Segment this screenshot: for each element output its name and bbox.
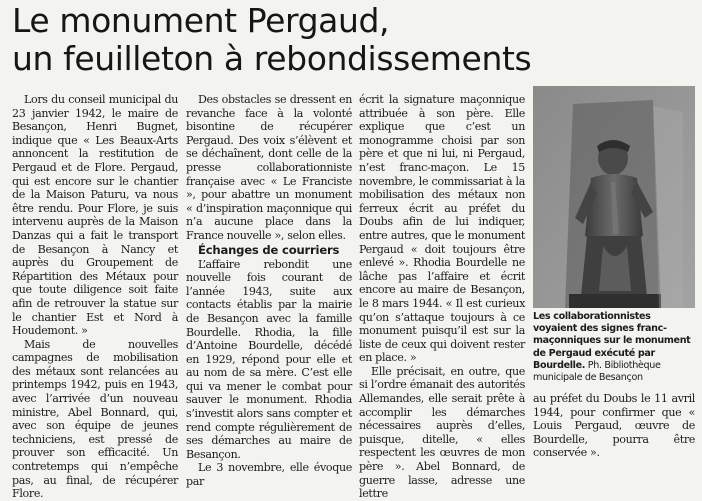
text-column-3: [359, 93, 525, 501]
paragraph: Lors du conseil municipal du 23 janvier 1942, le maire de Besançon, Henri Bugnet, indique que « Les Beaux-Arts annoncent la restitution de Pergaud et de Flore. Pergaud, qui est encore sur le chantier de la Maison Paturu, va nous être rendu. Pour Flore, je suis intervenu auprès de la Maison Danzas qui a fait le transport de Besançon à Nancy et auprès du Groupement de Répartition des Métaux pour que toute diligence soit faite afin de retrouver la statue sur le chantier Est et Nord à Houdemont. »: [12, 93, 178, 338]
text-column-4: [533, 392, 695, 460]
statue-image: [533, 86, 695, 308]
paragraph: Elle précisait, en outre, que si l’ordre émanait des autorités Allemandes, elle serait prête à accomplir les démarches nécessaires auprès d’elles, puisque, ditelle, « elles respectent les œuvres de mon père ». Abel Bonnard, de guerre lasse, adresse une lettre: [359, 364, 525, 501]
photo-credit: Ph. Bibliothèque municipale de Besançon: [533, 359, 661, 384]
paragraph: écrit la signature maçonnique attribuée à son père. Elle explique que c’est un monogramme choisi par son père et que ni lui, ni Pergaud, n’est franc-maçon. Le 15 novembre, le commissariat à la mobilisation des métaux non ferreux écrit au préfet du Doubs afin de lui indiquer, entre autres, que le monument Pergaud « doit toujours être enlevé ». Rhodia Bourdelle ne lâche pas l’affaire et écrit encore au maire de Besançon, le 8 mars 1944. « Il est curieux qu’on s’attaque toujours à ce monument puisqu’il est sur la liste de ceux qui doivent rester en place. »: [359, 93, 525, 365]
section-subheading: Échanges de courriers: [198, 242, 340, 257]
text-column-1: [12, 93, 178, 501]
paragraph: au préfet du Doubs le 11 avril 1944, pour confirmer que « Louis Pergaud, œuvre de Bourdelle, pourra être conservée ».: [533, 392, 695, 460]
article-title: [12, 2, 702, 78]
title-line-2: un feuilleton à rebondissements: [12, 39, 532, 78]
monument-photo: [533, 86, 695, 308]
paragraph: Le 3 novembre, elle évoque par: [186, 461, 352, 489]
title-line-1: Le monument Pergaud,: [12, 1, 390, 40]
paragraph: L’affaire rebondit une nouvelle fois courant de l’année 1943, suite aux contacts établis par la mairie de Besançon avec la famille Bourdelle. Rhodia, la fille d’Antoine Bourdelle, décédé en 1929, répond pour elle et au nom de sa mère. C’est elle qui va mener le combat pour sauver le monument. Rhodia s’investit alors sans compter et rend compte régulièrement de ses démarches au maire de Besançon.: [186, 257, 352, 461]
paragraph: Mais de nouvelles campagnes de mobilisation des métaux sont relancées au printemps 1942, puis en 1943, avec l’arrivée d’un nouveau ministre, Abel Bonnard, qui, avec son équipe de jeunes techniciens, est pressé de prouver son efficacité. Un contretemps qui n’empêche pas, au final, de récupérer Flore.: [12, 337, 178, 501]
text-column-2: [186, 93, 352, 489]
paragraph: Des obstacles se dressent en revanche face à la volonté bisontine de récupérer Pergaud. Des voix s’élèvent et se déchaînent, dont celle de la presse collaborationniste française avec « Le Franciste », pour abattre un monument « d’inspiration maçonnique qui n’a aucune place dans la France nouvelle », selon elles.: [186, 93, 352, 242]
photo-caption: [533, 311, 695, 384]
caption-text: Les collaborationnistes voyaient des signes franc-maçonniques sur le monument de Pergaud exécuté par Bourdelle.: [533, 311, 691, 371]
